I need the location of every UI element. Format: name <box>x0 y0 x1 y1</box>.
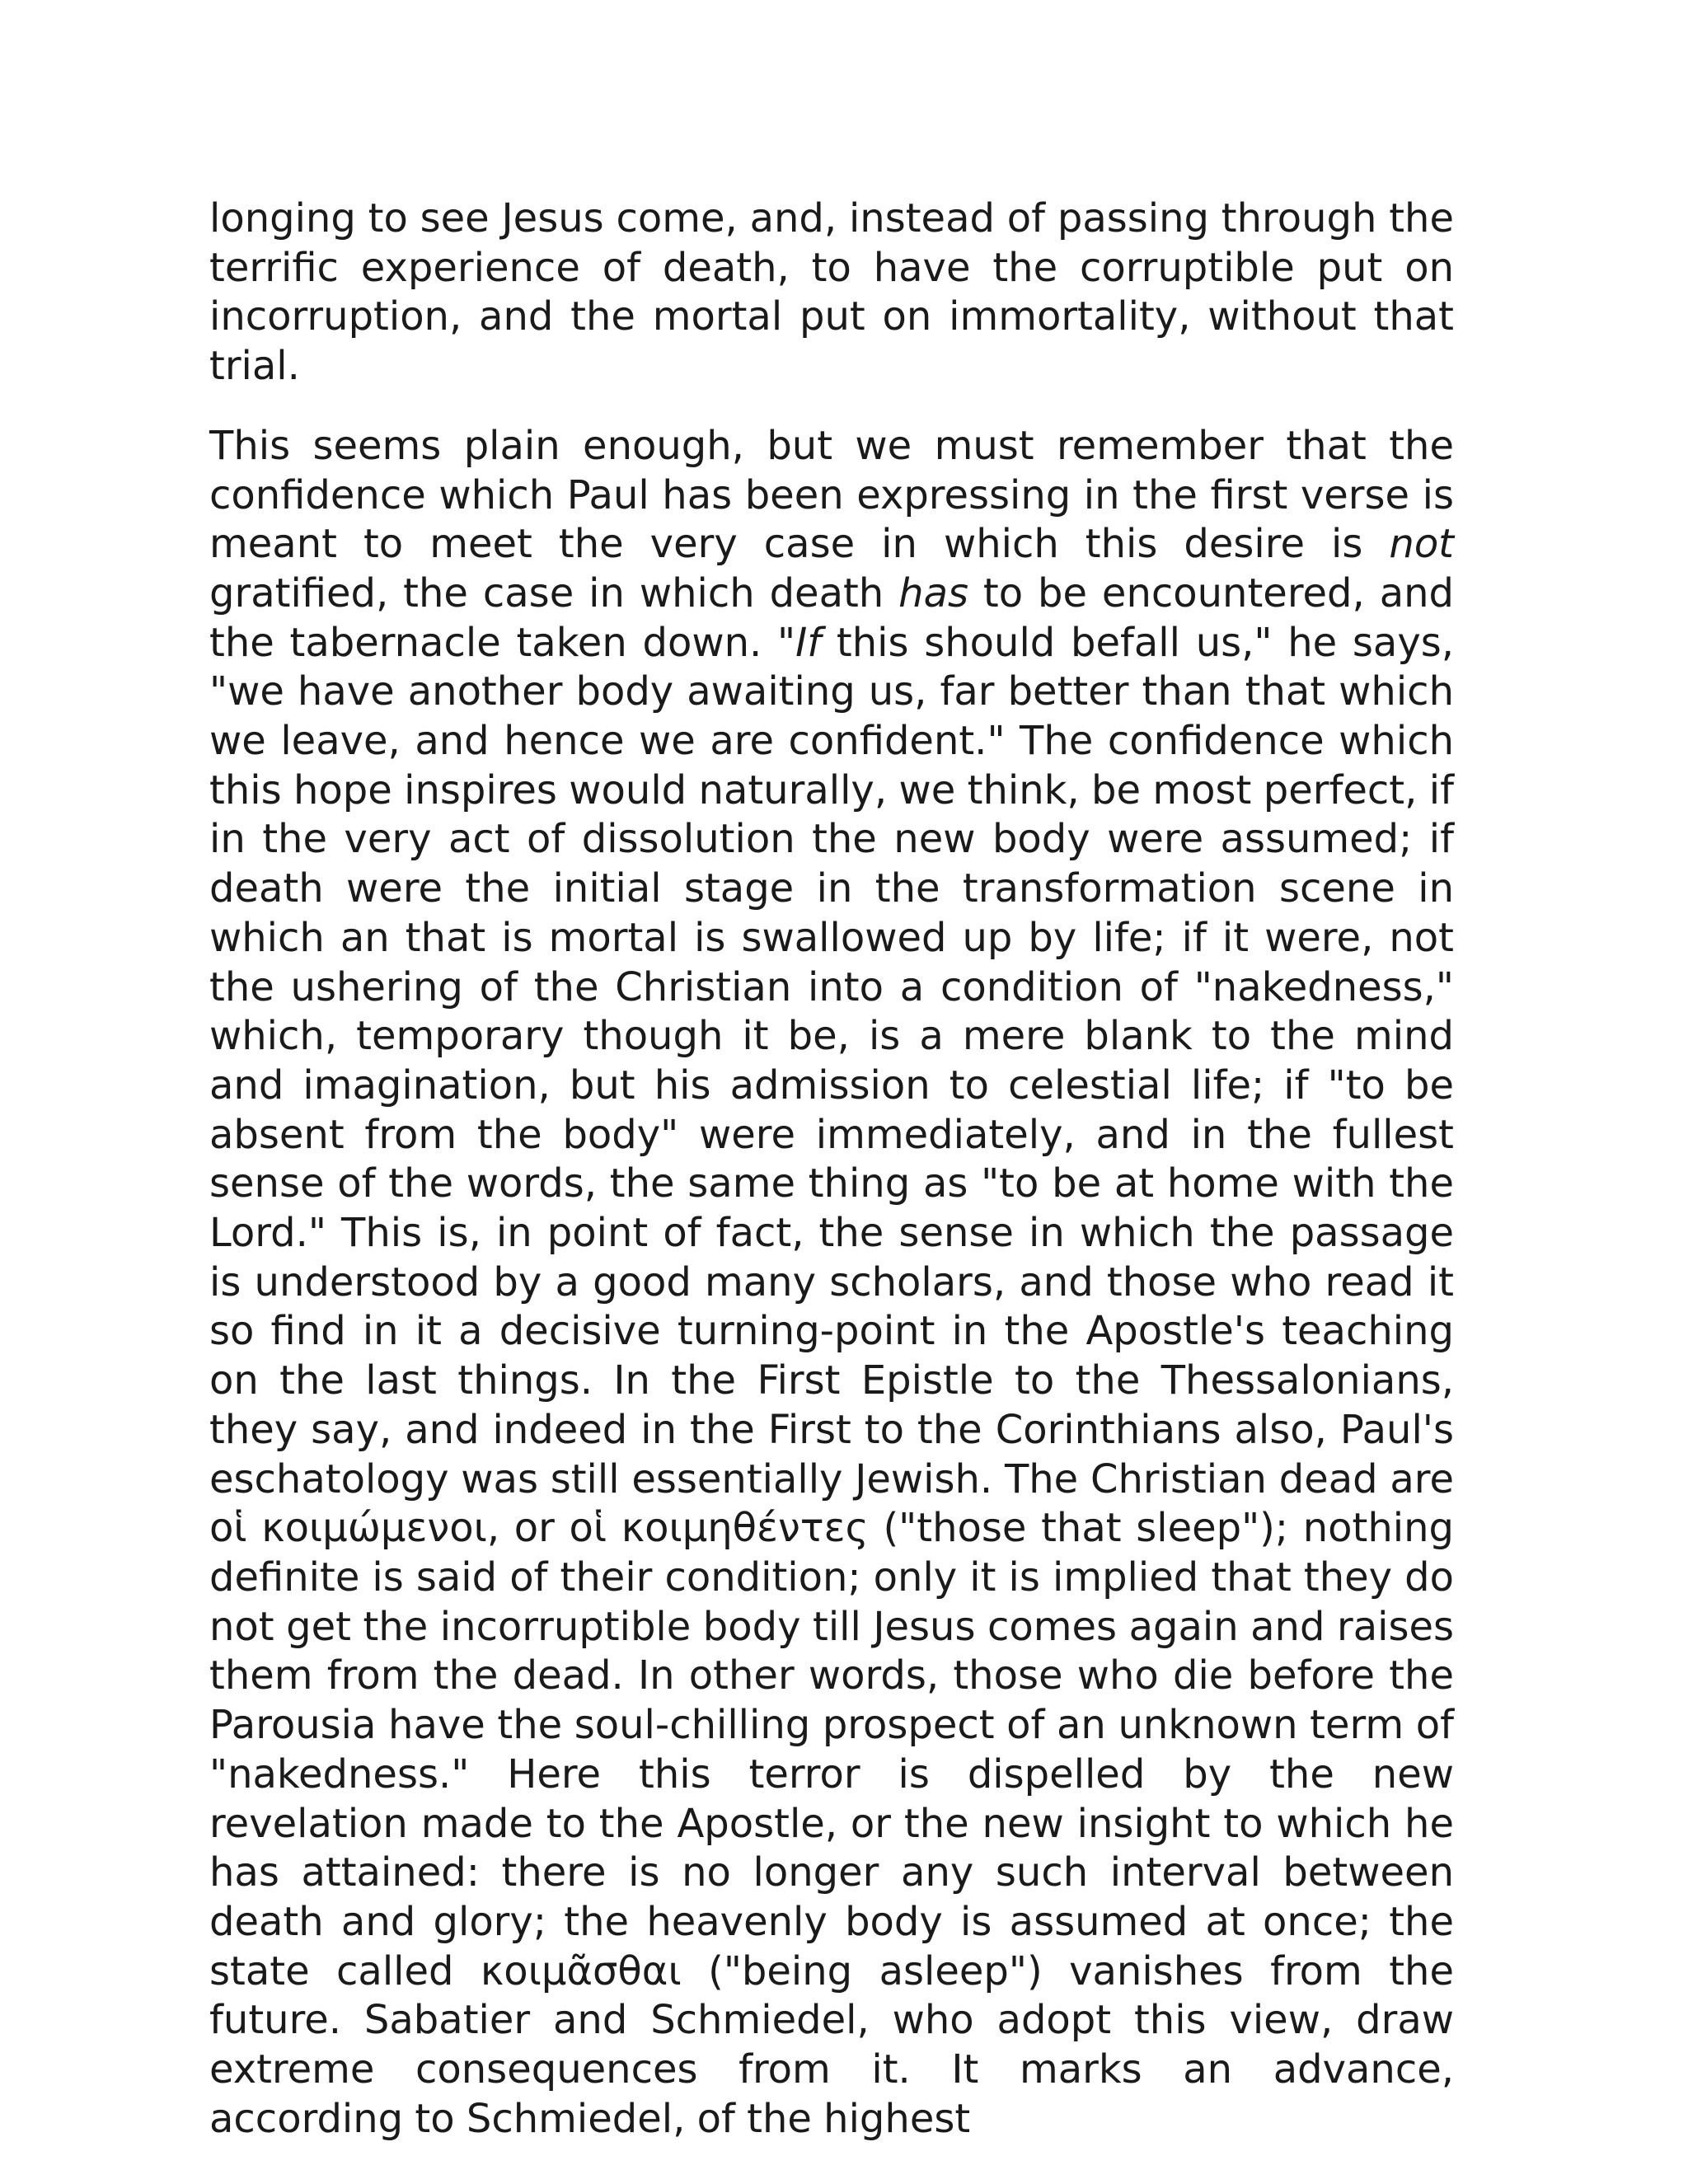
paragraph-1 <box>209 194 1454 391</box>
italic-text: If <box>795 619 822 666</box>
text-run: longing to see Jesus come, and, instead of passing through the terrific experience of death, to have the corruptible put on incorruption, and the mortal put on immortality, without that trial. <box>209 195 1454 390</box>
italic-text: has <box>898 569 968 616</box>
document-page <box>209 194 1454 2144</box>
text-run: this should befall us," he says, "we have another body awaiting us, far better than that which we leave, and hence we are confident." The confidence which this hope inspires would naturally, we think, be most perfect, if in the very act of dissolution the new body were assumed; if death were the initial stage in the transformation scene in which an that is mortal is swallowed up by life; if it were, not the ushering of the Christian into a condition of "nakedness," which, temporary though it be, is a mere blank to the mind and imagination, but his admission to celestial life; if "to be absent from the body" were immediately, and in the fullest sense of the words, the same thing as "to be at home with the Lord." This is, in point of fact, the sense in which the passage is understood by a good many scholars, and those who read it so find in it a decisive turning-point in the Apostle's teaching on the last things. In the First Epistle to the Thessalonians, they say, and indeed in the First to the Corinthians also, Paul's eschatology was still essentially Jewish. The Christian dead are οἱ κοιμώμενοι, or οἱ κοιμηθέντες ("those that sleep"); nothing definite is said of their condition; only it is implied that they do not get the incorruptible body till Jesus comes again and raises them from the dead. In other words, those who die before the Parousia have the soul-chilling prospect of an unknown term of "nakedness." Here this terror is dispelled by the new revelation made to the Apostle, or the new insight to which he has attained: there is no longer any such interval between death and glory; the heavenly body is assumed at once; the state called κοιμᾶσθαι ("being asleep") vanishes from the future. Sabatier and Schmiedel, who adopt this view, draw extreme consequences from it. It marks an advance, according to Schmiedel, of the highest <box>209 619 1455 2142</box>
text-run: This seems plain enough, but we must remember that the confidence which Paul has been expressing in the first verse is meant to meet the very case in which this desire is <box>209 422 1454 568</box>
paragraph-2 <box>209 422 1454 2144</box>
italic-text: not <box>1389 521 1454 568</box>
text-run: gratified, the case in which death <box>209 569 899 616</box>
text-run: to be encountered, and the tabernacle taken down. " <box>209 569 1454 666</box>
